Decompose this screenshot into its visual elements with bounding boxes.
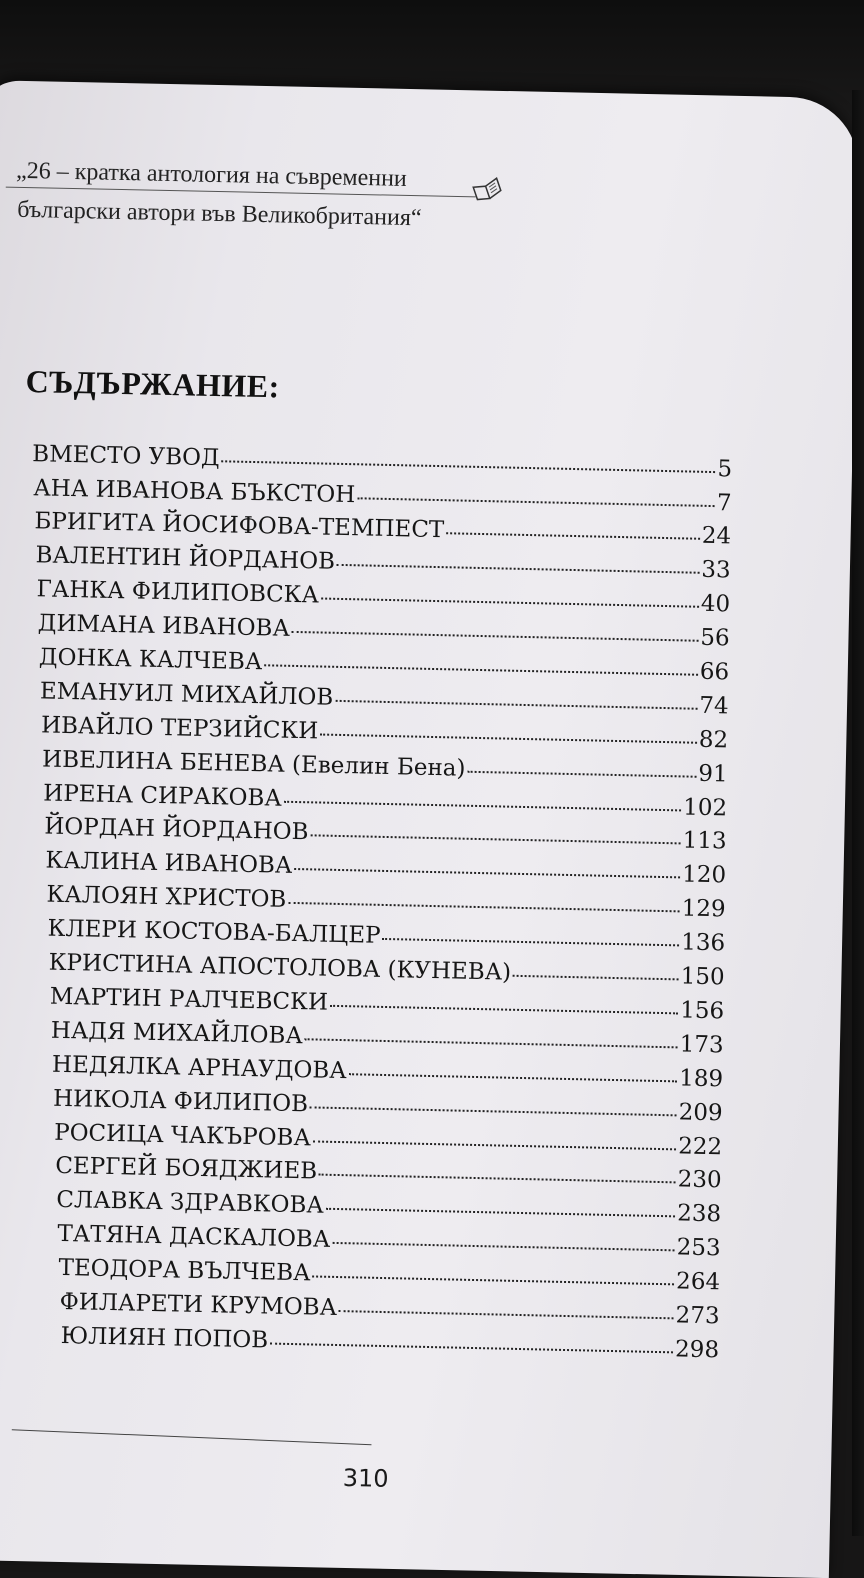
toc-entry-page: 102	[683, 794, 728, 822]
toc-entry-page: 238	[676, 1200, 722, 1228]
toc-title: СЪДЪРЖАНИЕ:	[25, 363, 281, 405]
toc-entry-page: 209	[678, 1099, 723, 1126]
book-page	[0, 80, 860, 1578]
toc-entry-page: 5	[717, 455, 733, 483]
toc-entry-title: ТЕОДОРА ВЪЛЧЕВА	[58, 1254, 311, 1287]
page-edge-shadow	[852, 90, 864, 1536]
toc-entry-page: 66	[699, 658, 730, 686]
toc-entry-title: ДИМАНА ИВАНОВА	[37, 610, 291, 642]
toc-entry-title: ВМЕСТО УВОД	[32, 440, 220, 471]
toc-entry-page: 189	[678, 1065, 724, 1093]
toc-entry-page: 82	[698, 726, 729, 754]
toc-entry-title: ИВАЙЛО ТЕРЗИЙСКИ	[40, 712, 319, 745]
toc-entry-title: СЛАВКА ЗДРАВКОВА	[56, 1187, 324, 1219]
toc-entry-page: 56	[700, 624, 730, 652]
toc-entry-page: 24	[701, 523, 732, 550]
toc-entry-page: 253	[676, 1234, 721, 1262]
toc-entry-page: 74	[699, 692, 729, 720]
toc-entry-page: 129	[681, 895, 726, 923]
toc-entry-title: КРИСТИНА АПОСТОЛОВА (КУНЕВА)	[48, 949, 512, 986]
toc-entry-page: 120	[682, 861, 727, 889]
toc-entry-page: 222	[677, 1132, 723, 1160]
toc-entry-title: ФИЛАРЕТИ КРУМОВА	[59, 1288, 338, 1321]
toc-entry-title: ЕМАНУИЛ МИХАЙЛОВ	[39, 678, 334, 711]
toc-entry-title: ИВЕЛИНА БЕНЕВА (Евелин Бена)	[41, 746, 466, 782]
toc-entry-title: ЮЛИЯН ПОПОВ	[60, 1322, 269, 1354]
header-line-2: български автори във Великобритания“	[17, 196, 422, 232]
toc-entry-title: ИРЕНА СИРАКОВА	[43, 780, 283, 812]
toc-leader-dots	[222, 439, 716, 472]
toc-entry-page: 33	[701, 557, 731, 584]
footer-rule	[12, 1429, 372, 1445]
table-of-contents	[19, 438, 732, 1368]
toc-entry-title: ВАЛЕНТИН ЙОРДАНОВ	[35, 542, 336, 576]
toc-entry-page: 156	[679, 997, 725, 1025]
toc-entry-page: 113	[682, 827, 727, 855]
header-line-1: „26 – кратка антология на съвременни	[15, 157, 408, 192]
toc-entry-title: ТАТЯНА ДАСКАЛОВА	[57, 1221, 331, 1254]
toc-entry-page: 91	[698, 760, 728, 788]
toc-leader-dots	[446, 512, 700, 540]
page-number: 310	[342, 1463, 389, 1493]
toc-entry-page: 264	[675, 1268, 721, 1296]
toc-entry-title: ГАНКА ФИЛИПОВСКА	[36, 576, 320, 609]
toc-entry-page: 7	[716, 489, 732, 517]
toc-leader-dots	[513, 954, 679, 980]
toc-entry-page: 173	[679, 1031, 724, 1059]
toc-entry-title: НАДЯ МИХАЙЛОВА	[50, 1017, 303, 1050]
toc-entry-page: 273	[675, 1302, 720, 1330]
toc-entry-title: НЕДЯЛКА АРНАУДОВА	[51, 1051, 347, 1084]
toc-entry-title: КАЛИНА ИВАНОВА	[45, 847, 293, 880]
toc-entry-title: РОСИЦА ЧАКЪРОВА	[54, 1119, 312, 1151]
toc-entry-page: 230	[677, 1166, 722, 1194]
toc-entry-page: 150	[680, 963, 725, 991]
toc-entry-page: 40	[700, 591, 731, 618]
toc-entry-title: МАРТИН РАЛЧЕВСКИ	[49, 983, 329, 1016]
running-header	[5, 159, 526, 233]
toc-entry-title: СЕРГЕЙ БОЯДЖИЕВ	[55, 1153, 318, 1185]
toc-entry-page: 298	[674, 1336, 720, 1364]
toc-entry-title: КЛЕРИ КОСТОВА-БАЛЦЕР	[47, 915, 381, 950]
toc-leader-dots	[467, 750, 696, 778]
toc-entry-title: НИКОЛА ФИЛИПОВ	[52, 1085, 309, 1117]
toc-entry-title: БРИГИТА ЙОСИФОВА-ТЕМПЕСТ	[34, 508, 445, 544]
toc-entry-page: 136	[680, 929, 726, 957]
toc-entry-title: КАЛОЯН ХРИСТОВ	[46, 881, 287, 914]
toc-entry-title: АНА ИВАНОВА БЪКСТОН	[33, 474, 356, 508]
toc-entry-title: ДОНКА КАЛЧЕВА	[38, 644, 263, 676]
toc-entry-title: ЙОРДАН ЙОРДАНОВ	[44, 814, 309, 846]
